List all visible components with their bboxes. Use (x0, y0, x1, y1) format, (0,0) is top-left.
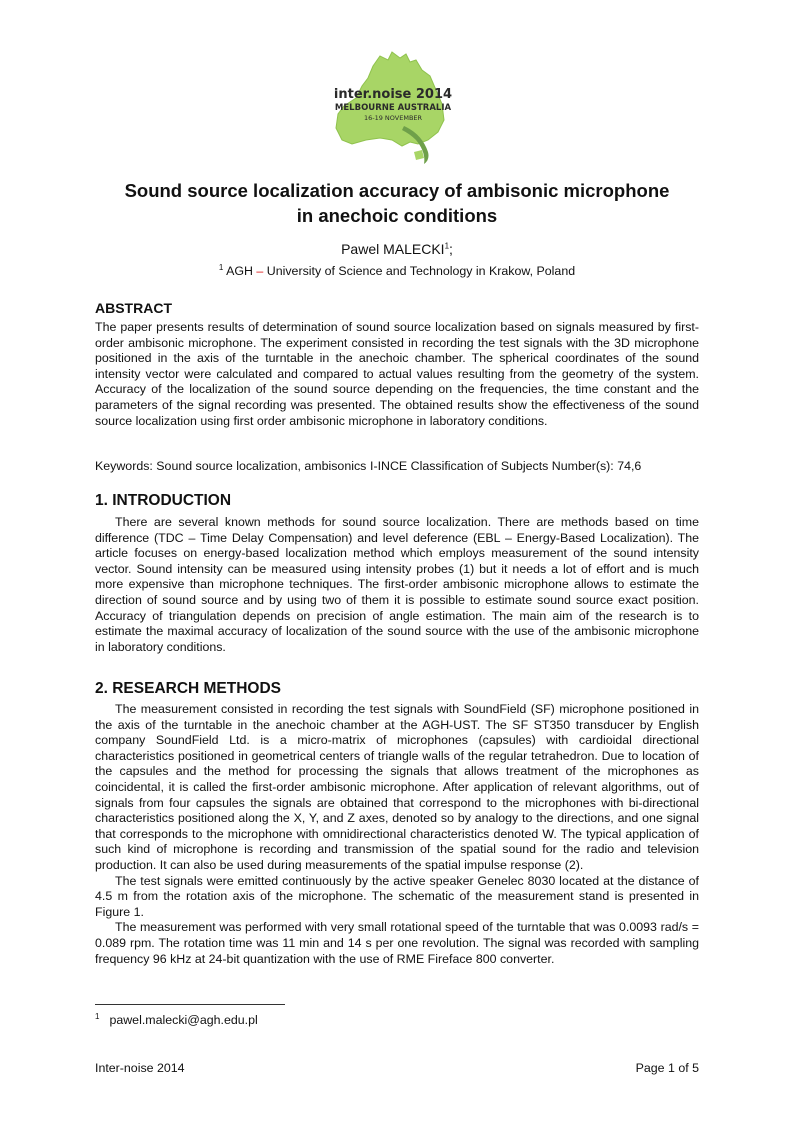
author-line (95, 241, 699, 257)
tasmania-shape (414, 150, 424, 160)
keywords-line (95, 459, 699, 473)
title-line-1: Sound source localization accuracy of ambisonic microphone (124, 180, 670, 201)
abstract-text: The paper presents results of determination of sound source localization based on signals measured by first-order ambisonic microphone. The experiment consisted in recording the test signals with the 3D microphone positioned in the axis of the turntable in the anechoic chamber. The spherical coordinates of the sound intensity vector were calculated and compared to actual values resulting from the geometry of the system. Accuracy of the localization of the sound source depending on the frequencies, the time constant and the parameters of the signal recording was presented. The obtained results show the effectiveness of the sound source localization using first order ambisonic microphone in laboratory conditions. (95, 320, 699, 428)
section-2-paragraph-3: The measurement was performed with very small rotational speed of the turntable that was 0.0093 rad/s = 0.089 rpm. The rotation time was 11 min and 14 s per one revolution. The signal was recorded with sampling frequency 96 kHz at 24-bit quantization with the use of RME Fireface 800 converter. (95, 920, 699, 966)
paper-title (95, 178, 699, 228)
affiliation-mark: 1 (218, 262, 224, 272)
section-2-paragraph-1: The measurement consisted in recording the test signals with SoundField (SF) microphone positioned in the axis of the turntable in the anechoic chamber at the AGH-UST. The SF ST350 transducer by English company SoundField Ltd. is a micro-matrix of microphones (capsules) with cardioidal directional characteristics positioned in geometrical centers of triangle walls of the regular tetrahedron. Due to location of the capsules and the method for processing the signals that allows treatment of the microphones as coincidental, it is called the first-order ambisonic microphone. After application of relevant algorithms, out of signals from four capsules the signals are obtained that correspond to the microphones with bi-directional characteristics positioned along the X, Y, and Z axes, denoted so by analogy to the directions, and one signal that corresponds to the microphone with omnidirectional characteristics denoted W. The typical application of such kind of microphone is recording and transmission of the spatial sound for the radio and television production. It can also be used during measurements of the spatial impulse response (2). (95, 702, 699, 872)
classification-text: I-INCE Classification of Subjects Number(s): 74,6 (370, 459, 642, 473)
footnote-email[interactable]: pawel.malecki@agh.edu.pl (109, 1013, 258, 1027)
conference-logo (318, 48, 468, 173)
title-line-2: in anechoic conditions (296, 205, 498, 226)
logo-line-3: 16-19 NOVEMBER (363, 114, 423, 122)
section-2-paragraph-2: The test signals were emitted continuously by the active speaker Genelec 8030 located at the distance of 4.5 m from the rotation axis of the microphone. The schematic of the measurement stand is presented in Figure 1. (95, 873, 699, 919)
author-suffix: ; (449, 241, 453, 257)
australia-map-logo-icon (318, 48, 468, 173)
abstract-heading: ABSTRACT (95, 300, 172, 316)
author-mark: 1 (444, 241, 450, 251)
footer-page-number: Page 1 of 5 (635, 1061, 699, 1075)
footer-conference: Inter-noise 2014 (95, 1061, 185, 1075)
author-name: Pawel MALECKI (341, 241, 445, 257)
section-1-paragraph: There are several known methods for sound source localization. There are methods based on time difference (TDC – Time Delay Compensation) and level deference (EBL – Energy-Based Localization). The article focuses on energy-based localization method which employs measurement of the sound intensity vector. Sound intensity can be measured using intensity probes (1) but it needs a lot of effort and is much more expensive than microphone techniques. The first-order ambisonic microphone allows to estimate the direction of sound source and by using two of them it is possible to estimate sound source exact position. Accuracy of triangulation depends on precision of angle estimation. The main aim of the research is to estimate the maximal accuracy of localization of the sound source with the use of the ambisonic microphone in laboratory conditions. (95, 515, 699, 654)
logo-line-2: MELBOURNE AUSTRALIA (334, 103, 452, 113)
affiliation-org: AGH (226, 264, 253, 278)
affiliation-text: University of Science and Technology in Krakow, Poland (266, 264, 576, 278)
section-1-heading: 1. INTRODUCTION (95, 492, 232, 509)
logo-line-1: inter.noise 2014 (333, 87, 453, 102)
footnote (95, 1013, 258, 1027)
footnote-mark: 1 (95, 1011, 100, 1021)
affiliation-dash: – (256, 264, 264, 278)
keywords-text: Keywords: Sound source localization, ambisonics (95, 459, 367, 473)
footnote-divider (95, 1004, 285, 1005)
section-2-heading: 2. RESEARCH METHODS (95, 680, 282, 697)
affiliation-line (95, 264, 699, 278)
section-2-body (95, 702, 699, 967)
